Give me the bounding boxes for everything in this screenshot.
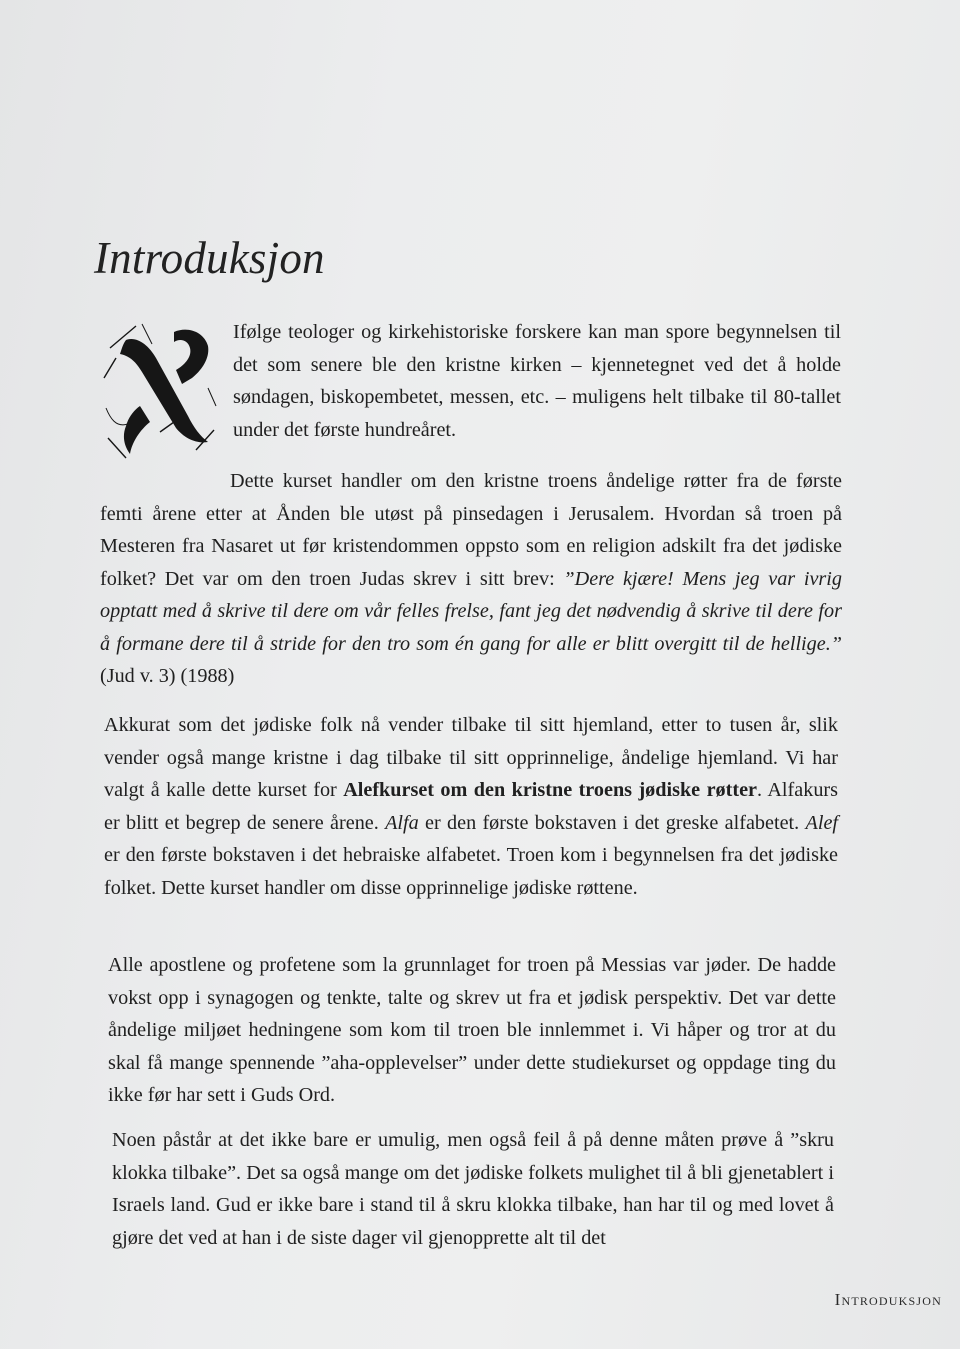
jude-quote: ”Dere kjære! Mens jeg var ivrig opptatt med å skrive til dere om vår felles frelse, fant jeg det nødvendig å skrive til dere for å formane dere til å stride for den tro som én gang for alle er blitt overgitt til de hellige.” [100, 567, 842, 655]
apostles-paragraph: Alle apostlene og profetene som la grunnlaget for troen på Messias var jøder. De hadde vokst opp i synagogen og tenkte, talte og skrev ut fra et jødisk perspektiv. Det var dette åndelige miljøet hedningene som kom til troen ble innlemmet i. Vi håper og tror at du skal få mange spennende ”aha-opplevelser” under dette studiekurset og oppdage ting du ikke før har sett i Guds Ord. [108, 954, 836, 1106]
alef-paragraph-text-2: . Alfakurs er blitt et begrep de senere årene. [104, 779, 838, 834]
course-paragraph-text: Dette kurset handler om den kristne troens åndelige røtter fra de første femti årene etter at Ånden ble utøst på pinsedagen i Jerusalem. Hvordan så troen på Mesteren fra Nasaret ut før kristendommen oppsto som en religion adskilt fra det jødiske folket? Det var om den troen Judas skrev i sitt brev: [100, 470, 842, 590]
alef-paragraph-text-1: Akkurat som det jødiske folk nå vender tilbake til sitt hjemland, etter to tusen år, slik vender også mange kristne i dag tilbake til sitt opprinnelige, åndelige hjemland. Vi har valgt å kalle dette kurset for [104, 714, 838, 801]
alfa-term: Alfa [385, 811, 419, 834]
alef-paragraph-text-3: er den første bokstaven i det greske alfabetet. [418, 811, 806, 834]
alef-paragraph [104, 709, 838, 904]
aleph-calligraphy-icon [96, 318, 220, 466]
running-footer: Introduksjon [834, 1290, 942, 1309]
course-name: Alefkurset om den kristne troens jødiske røtter [343, 779, 757, 801]
chapter-title: Introduksjon [94, 233, 325, 283]
alef-term: Alef [805, 811, 839, 834]
course-paragraph [100, 465, 842, 693]
intro-paragraph: Ifølge teologer og kirkehistoriske forskere kan man spore begynnelsen til det som senere ble den kristne kirken – kjennetegnet ved det å holde søndagen, biskopembetet, messen, etc. – muligens helt tilbake til 80-tallet under det første hundreåret. [233, 321, 841, 441]
clock-paragraph: Noen påstår at det ikke bare er umulig, men også feil å på denne måten prøve å ”skru klokka tilbake”. Det sa også mange om det jødiske folkets mulighet til å bli gjenetablert i Israels land. Gud er ikke bare i stand til å skru klokka tilbake, han har til og med lovet å gjøre det ved at han i de siste dager vil gjenopprette alt til det [112, 1129, 834, 1249]
jude-reference: (Jud v. 3) (1988) [100, 665, 235, 687]
alef-paragraph-text-4: er den første bokstaven i det hebraiske alfabetet. Troen kom i begynnelsen fra det jødiske folket. Dette kurset handler om disse opprinnelige jødiske røttene. [104, 844, 838, 899]
